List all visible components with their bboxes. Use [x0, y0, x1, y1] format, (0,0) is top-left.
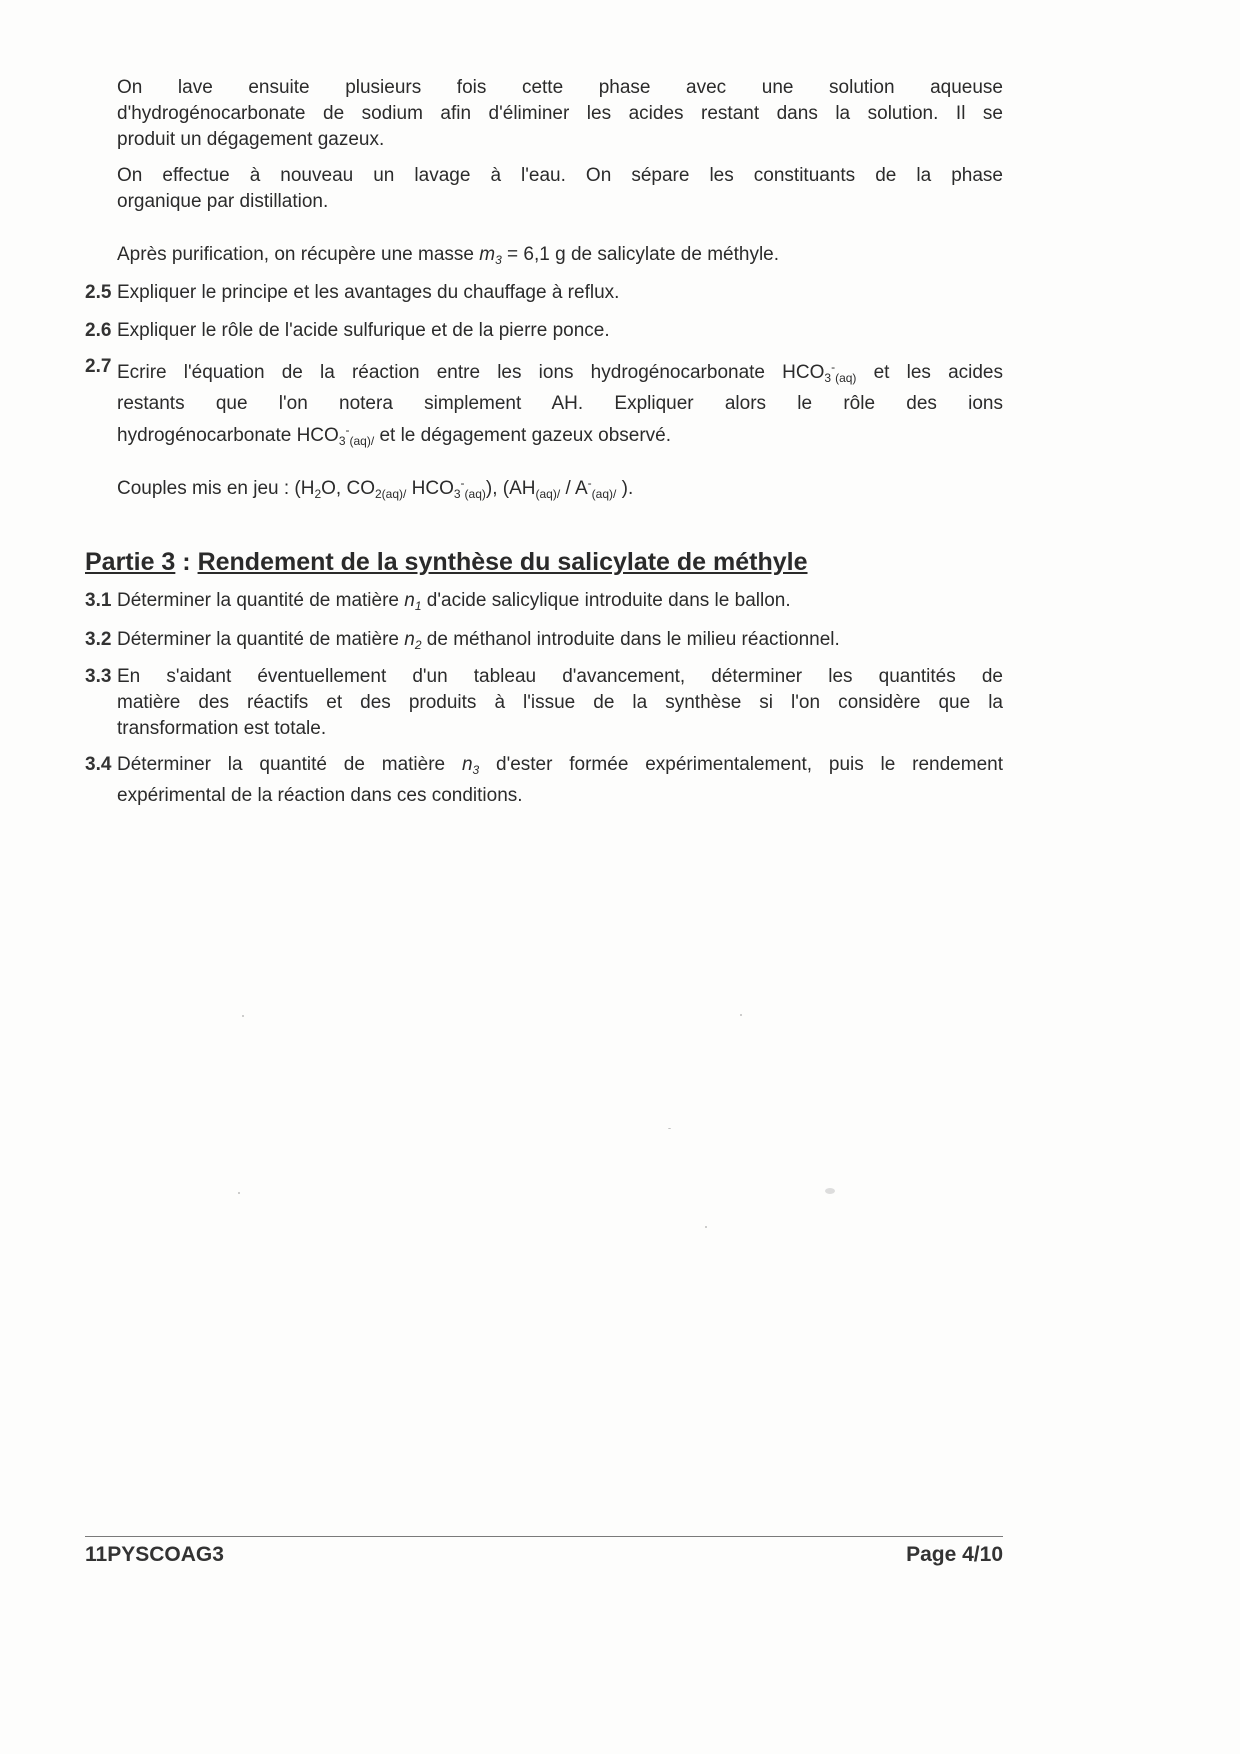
section-title: Rendement de la synthèse du salicylate de méthyle [197, 548, 808, 576]
question-number: 2.7 [85, 356, 112, 377]
question-text: Déterminer la quantité de matière $n_1$ d'acide salicylique introduite dans le ballon. [117, 590, 791, 613]
paragraph-washing [117, 75, 1003, 153]
question-2-7 [85, 354, 1003, 454]
question-text: Déterminer la quantité de matière $n_2$ de méthanol introduite dans le milieu réactionnel. [117, 629, 840, 652]
scan-speck [825, 1188, 835, 1194]
question-2-6 [85, 318, 1003, 344]
question-number: 3.1 [85, 590, 112, 611]
section-heading-partie-3: Partie 3 : Rendement de la synthèse du salicylate de méthyle [85, 548, 808, 576]
paragraph-line: organique par distillation. [117, 191, 329, 212]
question-text: Expliquer le principe et les avantages du chauffage à reflux. [117, 282, 620, 303]
variable-m3: $m_3$ [479, 244, 502, 267]
question-line: hydrogénocarbonate $HCO_3^-_{(aq)/}$ et le dégagement gazeux observé. [117, 423, 671, 448]
question-line: expérimental de la réaction dans ces conditions. [117, 785, 523, 806]
question-text [117, 354, 1003, 454]
section-label: Partie 3 [85, 548, 176, 576]
question-2-5 [85, 280, 1003, 306]
question-number: 3.4 [85, 754, 112, 775]
paragraph-line: On lave ensuite plusieurs fois cette phase avec une solution aqueuse [117, 77, 1003, 98]
question-number: 3.2 [85, 629, 112, 650]
question-line: transformation est totale. [117, 718, 327, 739]
question-3-1 [85, 588, 1003, 619]
footer-document-code: 11PYSCOAG3 [85, 1543, 224, 1566]
question-3-4 [85, 752, 1003, 809]
scan-speck [740, 1014, 742, 1016]
question-text [117, 752, 1003, 809]
redox-couples: Couples mis en jeu : ($H_2O$, $CO_{2(aq)/}$ $HCO_3^-_{(aq)}$), ($AH_{(aq)/} / A^-_{(aq)/}$ ). [117, 476, 634, 501]
scan-speck [242, 1015, 244, 1017]
paragraph-line: On effectue à nouveau un lavage à l'eau. On sépare les constituants de la phase [117, 165, 1003, 186]
question-number: 2.5 [85, 282, 112, 303]
question-line: matière des réactifs et des produits à l'issue de la synthèse si l'on considère que la [117, 692, 1003, 713]
footer-divider [85, 1536, 1003, 1537]
scan-speck [705, 1226, 707, 1228]
question-line: Déterminer la quantité de matière $n_3$ d'ester formée expérimentalement, puis le rendement [117, 754, 1003, 777]
question-3-2 [85, 627, 1003, 658]
scan-speck [668, 1128, 671, 1129]
question-line: restants que l'on notera simplement AH. Expliquer alors le rôle des ions [117, 393, 1003, 414]
paragraph-line: produit un dégagement gazeux. [117, 129, 385, 150]
question-number: 2.6 [85, 320, 112, 341]
footer-page-number: Page 4/10 [906, 1543, 1003, 1566]
question-line: Ecrire l'équation de la réaction entre les ions hydrogénocarbonate $HCO_3^-_{(aq)}$ et les acides [117, 360, 1003, 385]
question-text [117, 664, 1003, 742]
paragraph-purification: Après purification, on récupère une masse $m_3 = 6,1$ g de salicylate de méthyle. [117, 244, 780, 267]
paragraph-distillation [117, 163, 1003, 215]
question-line: En s'aidant éventuellement d'un tableau d'avancement, déterminer les quantités de [117, 666, 1003, 687]
scan-speck [238, 1192, 240, 1194]
question-3-3 [85, 664, 1003, 742]
question-number: 3.3 [85, 666, 112, 687]
question-text: Expliquer le rôle de l'acide sulfurique et de la pierre ponce. [117, 320, 610, 341]
paragraph-line: d'hydrogénocarbonate de sodium afin d'éliminer les acides restant dans la solution. Il se [117, 103, 1003, 124]
